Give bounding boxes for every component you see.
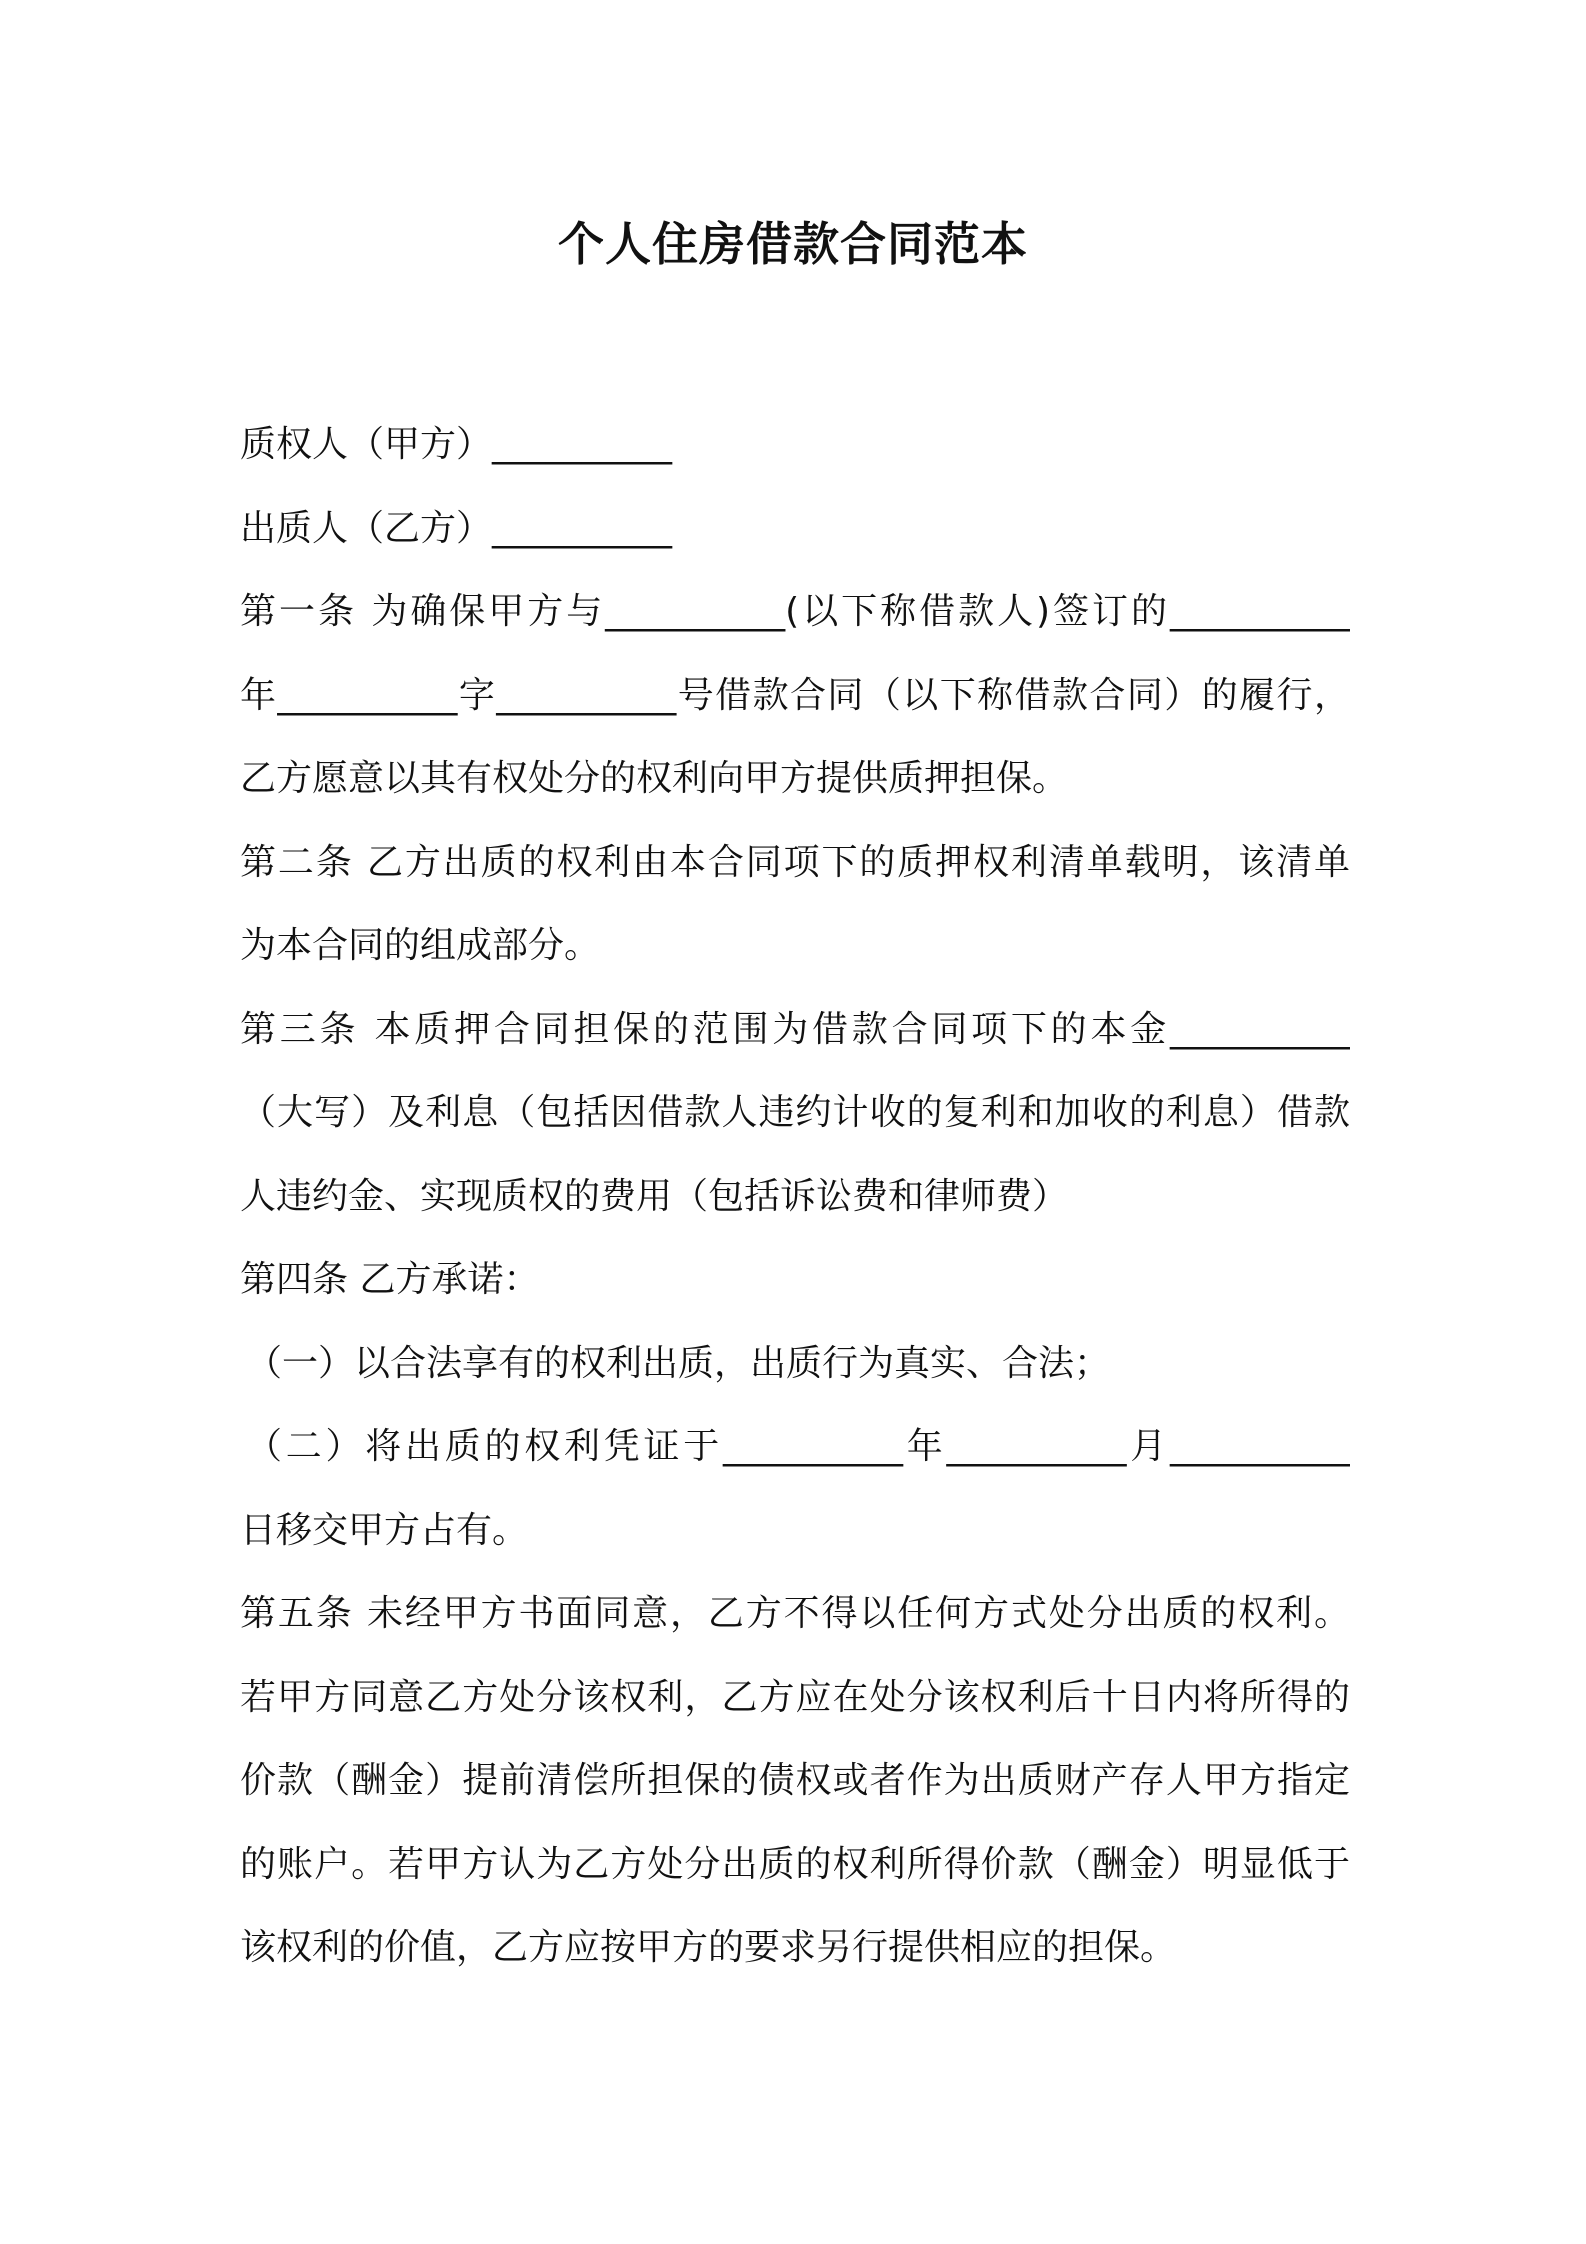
article-5-line-3: 价款（酬金）提前清偿所担保的债权或者作为出质财产存人甲方指定 [240, 1760, 1350, 1801]
article-2-line-2: 为本合同的组成部分。 [240, 925, 601, 966]
article-3-line-1: 第三条 本质押合同担保的范围为借款合同项下的本金__________ [240, 1008, 1350, 1050]
article-1-line-1: 第一条 为确保甲方与__________(以下称借款人)签订的__________ [240, 591, 1350, 632]
article-4-item-2-line-1: （二）将出质的权利凭证于__________年__________月__________ [246, 1426, 1350, 1467]
article-1-line-3: 乙方愿意以其有权处分的权利向甲方提供质押担保。 [240, 758, 1069, 799]
party-b-line: 出质人（乙方）__________ [240, 507, 673, 549]
article-4-line-1: 第四条 乙方承诺： [240, 1259, 540, 1300]
article-5-line-5: 该权利的价值，乙方应按甲方的要求另行提供相应的担保。 [240, 1927, 1177, 1968]
article-5-line-2: 若甲方同意乙方处分该权利，乙方应在处分该权利后十日内将所得的 [240, 1676, 1350, 1718]
article-5-line-1: 第五条 未经甲方书面同意，乙方不得以任何方式处分出质的权利。 [240, 1593, 1350, 1634]
document-title: 个人住房借款合同范本 [558, 217, 1028, 271]
article-2-line-1: 第二条 乙方出质的权利由本合同项下的质押权利清单载明，该清单 [240, 841, 1350, 883]
article-4-item-1: （一）以合法享有的权利出质，出质行为真实、合法； [246, 1342, 1111, 1384]
party-a-line: 质权人（甲方）__________ [240, 424, 673, 465]
article-1-line-2: 年__________字__________号借款合同（以下称借款合同）的履行， [240, 674, 1350, 716]
article-4-item-2-line-2: 日移交甲方占有。 [240, 1509, 529, 1551]
article-3-line-2: （大写）及利息（包括因借款人违约计收的复利和加收的利息）借款 [240, 1092, 1350, 1133]
article-3-line-3: 人违约金、实现质权的费用（包括诉讼费和律师费） [240, 1175, 1069, 1217]
document-body [240, 403, 1350, 1990]
article-5-line-4: 的账户。若甲方认为乙方处分出质的权利所得价款（酬金）明显低于 [240, 1843, 1350, 1885]
